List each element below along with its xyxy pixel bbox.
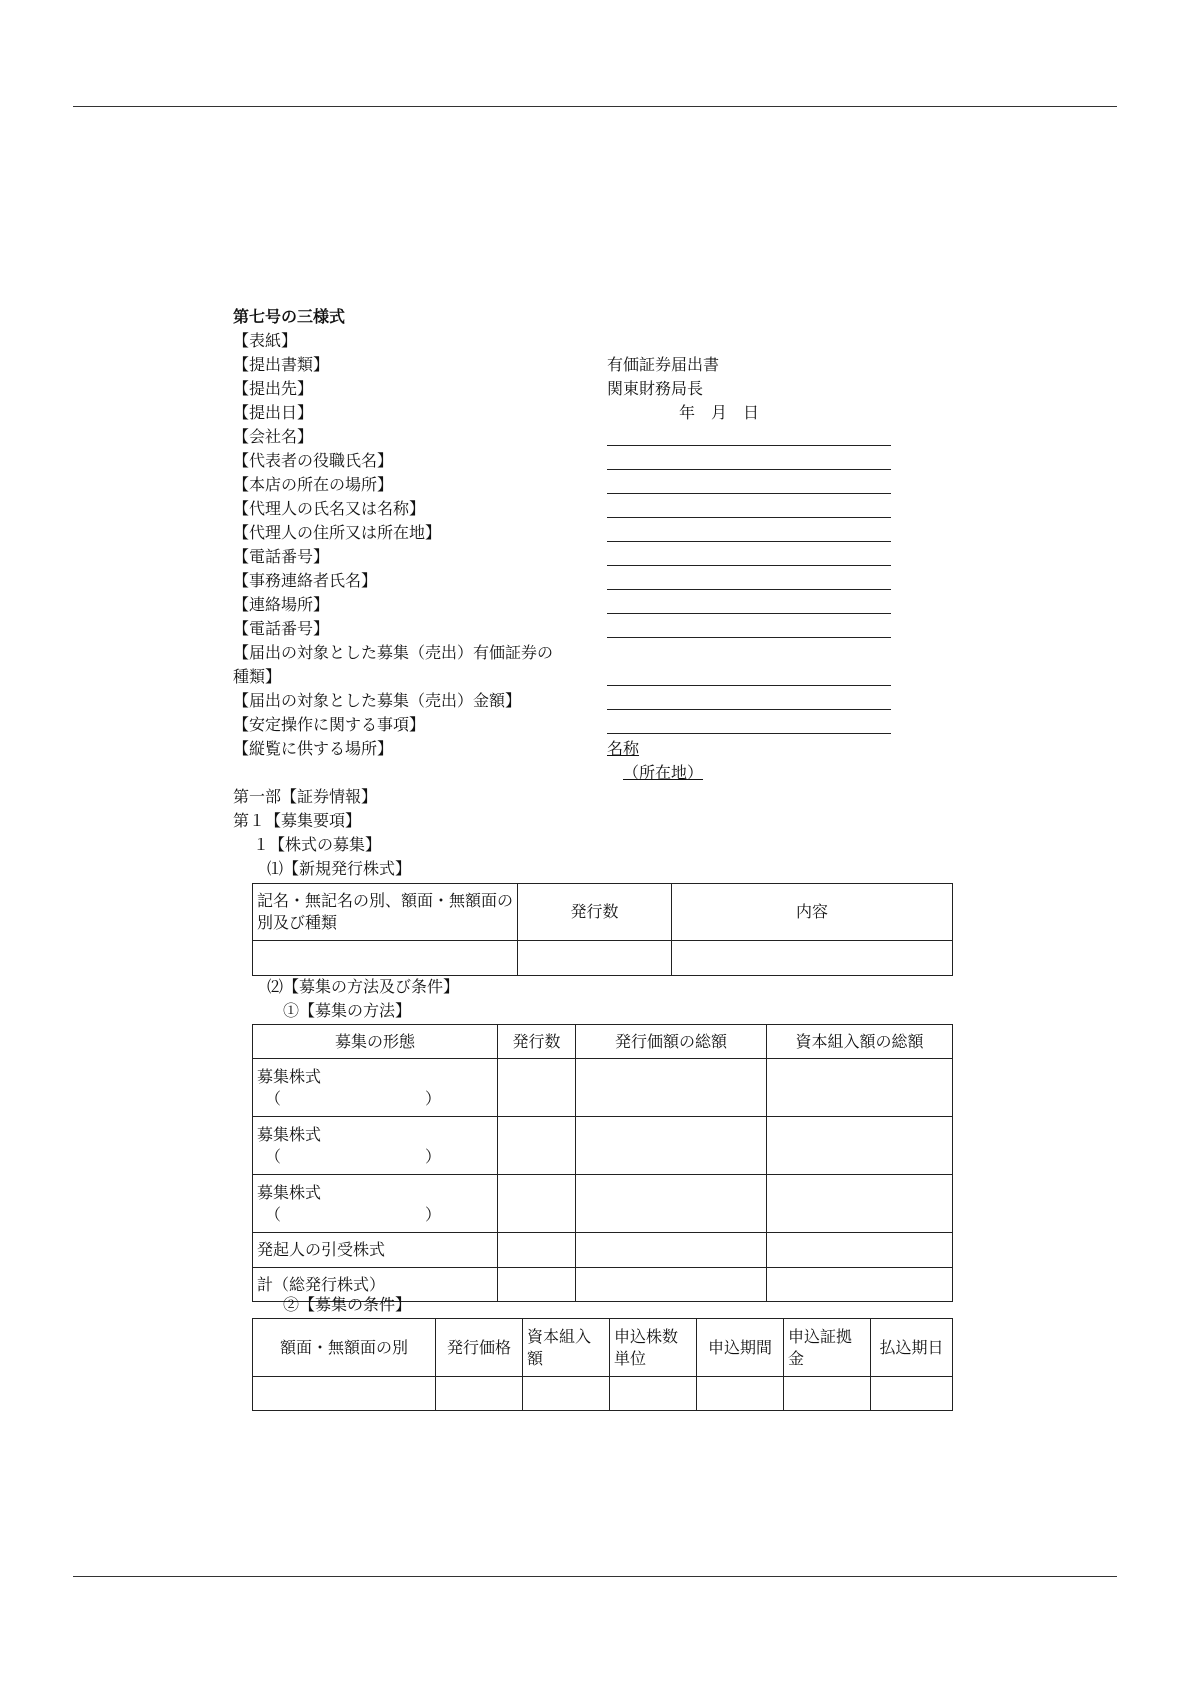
- footer-rule: [73, 1576, 1117, 1577]
- table-header: 発行数: [498, 1025, 576, 1059]
- item-title: １【株式の募集】: [253, 835, 382, 854]
- table-row-label: 募集株式 （ ）: [253, 1059, 498, 1117]
- field-underline[interactable]: [607, 517, 891, 518]
- cover-label: 【表紙】: [233, 331, 298, 350]
- field-label: 【連絡場所】: [233, 595, 330, 614]
- table-cell[interactable]: [697, 1377, 784, 1411]
- field-label: 【提出書類】: [233, 355, 330, 374]
- table-row-label: 発起人の引受株式: [253, 1233, 498, 1268]
- field-value: 年 月 日: [679, 403, 760, 422]
- table-header: 発行価額の総額: [576, 1025, 767, 1059]
- field-underline[interactable]: [607, 733, 891, 734]
- field-underline[interactable]: [607, 685, 891, 686]
- table-cell[interactable]: [767, 1175, 953, 1233]
- field-underline[interactable]: [607, 469, 891, 470]
- table-header: 額面・無額面の別: [253, 1319, 436, 1377]
- table-cell[interactable]: [576, 1268, 767, 1302]
- field-value: （所在地）: [623, 763, 704, 782]
- table-cell[interactable]: [436, 1377, 523, 1411]
- form-title: 第七号の三様式: [233, 307, 346, 326]
- subsection-title: ⑴【新規発行株式】: [267, 859, 412, 878]
- field-label: 【事務連絡者氏名】: [233, 571, 378, 590]
- field-label: 【本店の所在の場所】: [233, 475, 394, 494]
- field-value: 有価証券届出書: [607, 355, 720, 374]
- offering-method-table: [252, 1024, 953, 1302]
- header-rule: [73, 106, 1117, 107]
- field-underline[interactable]: [607, 709, 891, 710]
- table-cell[interactable]: [498, 1175, 576, 1233]
- field-label: 【届出の対象とした募集（売出）有価証券の: [233, 643, 554, 662]
- field-value: 名称: [607, 739, 640, 758]
- table-cell[interactable]: [576, 1175, 767, 1233]
- field-label: 【電話番号】: [233, 547, 330, 566]
- table-cell[interactable]: [767, 1233, 953, 1268]
- field-underline[interactable]: [607, 613, 891, 614]
- field-label: 【代理人の氏名又は名称】: [233, 499, 426, 518]
- table-cell[interactable]: [871, 1377, 953, 1411]
- table-header: 記名・無記名の別、額面・無額面の別及び種類: [253, 884, 518, 941]
- table-cell[interactable]: [767, 1059, 953, 1117]
- field-underline[interactable]: [607, 541, 891, 542]
- field-value: 関東財務局長: [607, 379, 704, 398]
- offering-terms-table: [252, 1318, 953, 1411]
- field-label: 【提出日】: [233, 403, 314, 422]
- field-label: 種類】: [233, 667, 282, 686]
- table-header: 申込株数単位: [610, 1319, 697, 1377]
- table-cell[interactable]: [672, 941, 953, 976]
- table-header: 申込証拠金: [784, 1319, 871, 1377]
- table-cell[interactable]: [784, 1377, 871, 1411]
- field-label: 【代理人の住所又は所在地】: [233, 523, 442, 542]
- table-cell[interactable]: [498, 1059, 576, 1117]
- field-underline[interactable]: [607, 565, 891, 566]
- field-underline[interactable]: [607, 445, 891, 446]
- field-underline[interactable]: [607, 493, 891, 494]
- table-row-label: 計（総発行株式）: [253, 1268, 498, 1302]
- section-title: 第１【募集要項】: [233, 811, 362, 830]
- table-header: 内容: [672, 884, 953, 941]
- field-label: 【安定操作に関する事項】: [233, 715, 426, 734]
- table-cell[interactable]: [518, 941, 672, 976]
- table-header: 資本組入額の総額: [767, 1025, 953, 1059]
- table-cell[interactable]: [523, 1377, 610, 1411]
- table-cell[interactable]: [767, 1268, 953, 1302]
- table-cell[interactable]: [498, 1268, 576, 1302]
- table-cell[interactable]: [576, 1233, 767, 1268]
- table-header: 募集の形態: [253, 1025, 498, 1059]
- table-row-label: 募集株式 （ ）: [253, 1175, 498, 1233]
- field-label: 【電話番号】: [233, 619, 330, 638]
- subsection-title: ②【募集の条件】: [283, 1295, 412, 1314]
- table-row-label: 募集株式 （ ）: [253, 1117, 498, 1175]
- table-header: 発行価格: [436, 1319, 523, 1377]
- table-cell[interactable]: [498, 1233, 576, 1268]
- part-title: 第一部【証券情報】: [233, 787, 378, 806]
- field-label: 【提出先】: [233, 379, 314, 398]
- new-shares-table: [252, 883, 953, 976]
- subsection-title: ①【募集の方法】: [283, 1001, 412, 1020]
- table-header: 発行数: [518, 884, 672, 941]
- field-label: 【縦覧に供する場所】: [233, 739, 394, 758]
- table-cell[interactable]: [253, 941, 518, 976]
- table-cell[interactable]: [576, 1117, 767, 1175]
- table-cell[interactable]: [498, 1117, 576, 1175]
- table-cell[interactable]: [253, 1377, 436, 1411]
- field-label: 【会社名】: [233, 427, 314, 446]
- table-cell[interactable]: [576, 1059, 767, 1117]
- field-label: 【届出の対象とした募集（売出）金額】: [233, 691, 522, 710]
- subsection-title: ⑵【募集の方法及び条件】: [267, 977, 460, 996]
- table-header: 申込期間: [697, 1319, 784, 1377]
- table-header: 資本組入額: [523, 1319, 610, 1377]
- table-header: 払込期日: [871, 1319, 953, 1377]
- table-cell[interactable]: [610, 1377, 697, 1411]
- field-underline[interactable]: [607, 589, 891, 590]
- field-label: 【代表者の役職氏名】: [233, 451, 394, 470]
- field-underline[interactable]: [607, 637, 891, 638]
- table-cell[interactable]: [767, 1117, 953, 1175]
